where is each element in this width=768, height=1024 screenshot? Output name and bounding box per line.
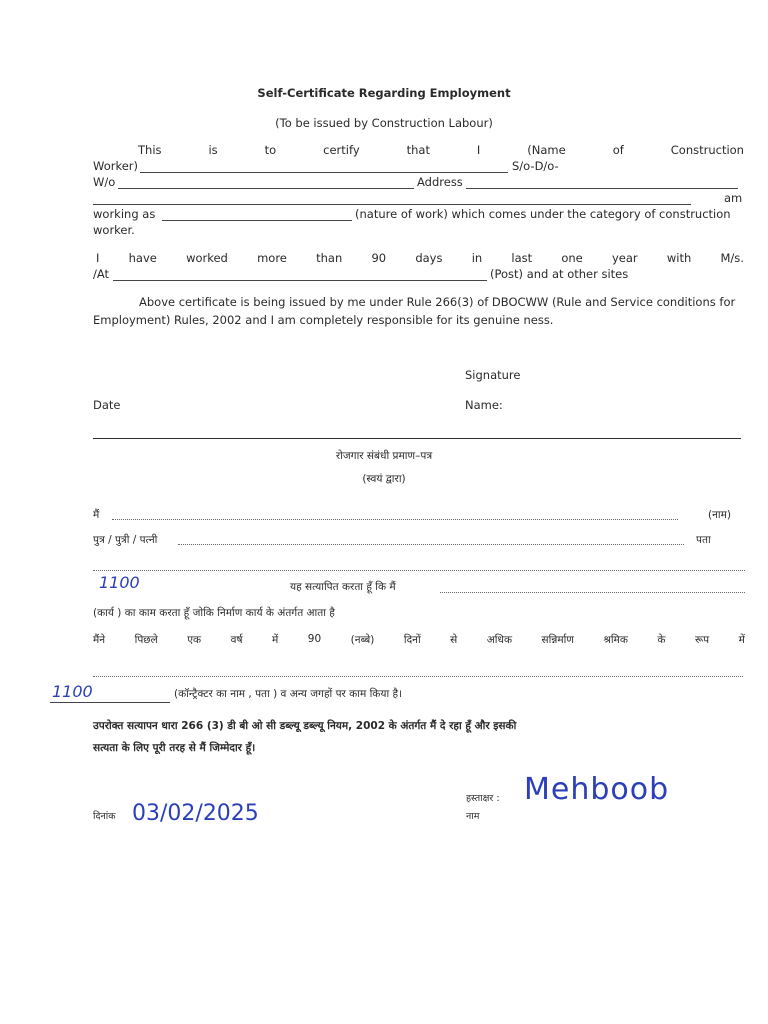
nature-text: (nature of work) which comes under the category of construction xyxy=(355,207,731,221)
worker-word: worker. xyxy=(93,223,135,237)
post-label: (Post) and at other sites xyxy=(490,267,629,281)
handwritten-pin-1: 1100 xyxy=(99,573,140,592)
wo-blank xyxy=(118,188,414,189)
at-label: /At xyxy=(93,267,110,281)
am-label: am xyxy=(724,191,743,205)
name-blank xyxy=(140,172,508,173)
working-as-label: working as xyxy=(93,207,156,221)
name-label: Name: xyxy=(465,398,503,412)
work-blank xyxy=(162,220,352,221)
hindi-para2-line1: मैंने पिछले एक वर्ष में 90 (नब्बे) दिनों से अधिक सन्निर्माण श्रमिक के रूप में xyxy=(93,633,745,646)
signature-label: Signature xyxy=(465,368,521,382)
english-title: Self-Certificate Regarding Employment xyxy=(257,86,511,100)
handwritten-signature: Mehboob xyxy=(524,772,670,807)
hindi-relation-label: पुत्र / पुत्री / पत्नी xyxy=(93,534,158,546)
english-para3-line1: Above certificate is being issued by me under Rule 266(3) of DBOCWW (Rule and Service conditions for xyxy=(139,295,736,309)
hindi-subtitle: (स्वयं द्वारा) xyxy=(362,473,406,485)
worker-label: Worker) xyxy=(93,159,139,173)
section-divider xyxy=(93,438,741,439)
hindi-name-label: नाम xyxy=(466,811,480,822)
hindi-para3-line1: उपरोक्त सत्यापन धारा 266 (3) डी बी ओ सी डब्ल्यू डब्ल्यू नियम, 2002 के अंतर्गत मैं दे रहा हूँ और इसकी xyxy=(93,720,517,732)
hindi-pata-label: पता xyxy=(696,534,711,546)
english-para3-line2: Employment) Rules, 2002 and I am completely responsible for its genuine ness. xyxy=(93,313,554,327)
hindi-name-blank xyxy=(112,519,678,520)
hindi-date-label: दिनांक xyxy=(93,811,116,822)
hindi-main-label: मैं xyxy=(93,509,100,521)
contractor-pin-underline xyxy=(50,702,170,703)
employer-blank xyxy=(113,280,487,281)
hindi-address-blank xyxy=(93,570,745,571)
address-blank xyxy=(466,188,738,189)
english-para2-line1: I have worked more than 90 days in last one year with M/s. xyxy=(96,251,744,265)
hindi-relation-blank xyxy=(178,544,684,545)
address-label: Address xyxy=(417,175,463,189)
hindi-certify-blank xyxy=(440,592,745,593)
english-para1-line1: This is to certify that I (Name of Construction xyxy=(138,143,744,157)
handwritten-date: 03/02/2025 xyxy=(132,801,259,826)
hindi-work-text: (कार्य ) का काम करता हूँ जोकि निर्माण कार्य के अंतर्गत आता है xyxy=(93,607,335,619)
wo-label: W/o xyxy=(93,175,116,189)
hindi-para3-line2: सत्यता के लिए पूरी तरह से मैं जिम्मेदार हूँ। xyxy=(93,742,256,754)
hindi-contractor-text: (कॉन्ट्रैक्टर का नाम , पता ) व अन्य जगहों पर काम किया है। xyxy=(174,688,403,700)
hindi-title: रोजगार संबंधी प्रमाण–पत्र xyxy=(335,450,433,462)
so-do-label: S/o-D/o- xyxy=(512,159,559,173)
hindi-contractor-blank xyxy=(93,676,743,677)
address-blank-2 xyxy=(93,204,691,205)
hindi-certify-text: यह सत्यापित करता हूँ कि मैं xyxy=(290,581,396,593)
hindi-naam-label: (नाम) xyxy=(708,509,732,521)
hindi-signature-label: हस्ताक्षर : xyxy=(466,793,500,804)
date-label: Date xyxy=(93,398,121,412)
handwritten-pin-2: 1100 xyxy=(52,682,93,701)
english-subtitle: (To be issued by Construction Labour) xyxy=(275,116,493,130)
